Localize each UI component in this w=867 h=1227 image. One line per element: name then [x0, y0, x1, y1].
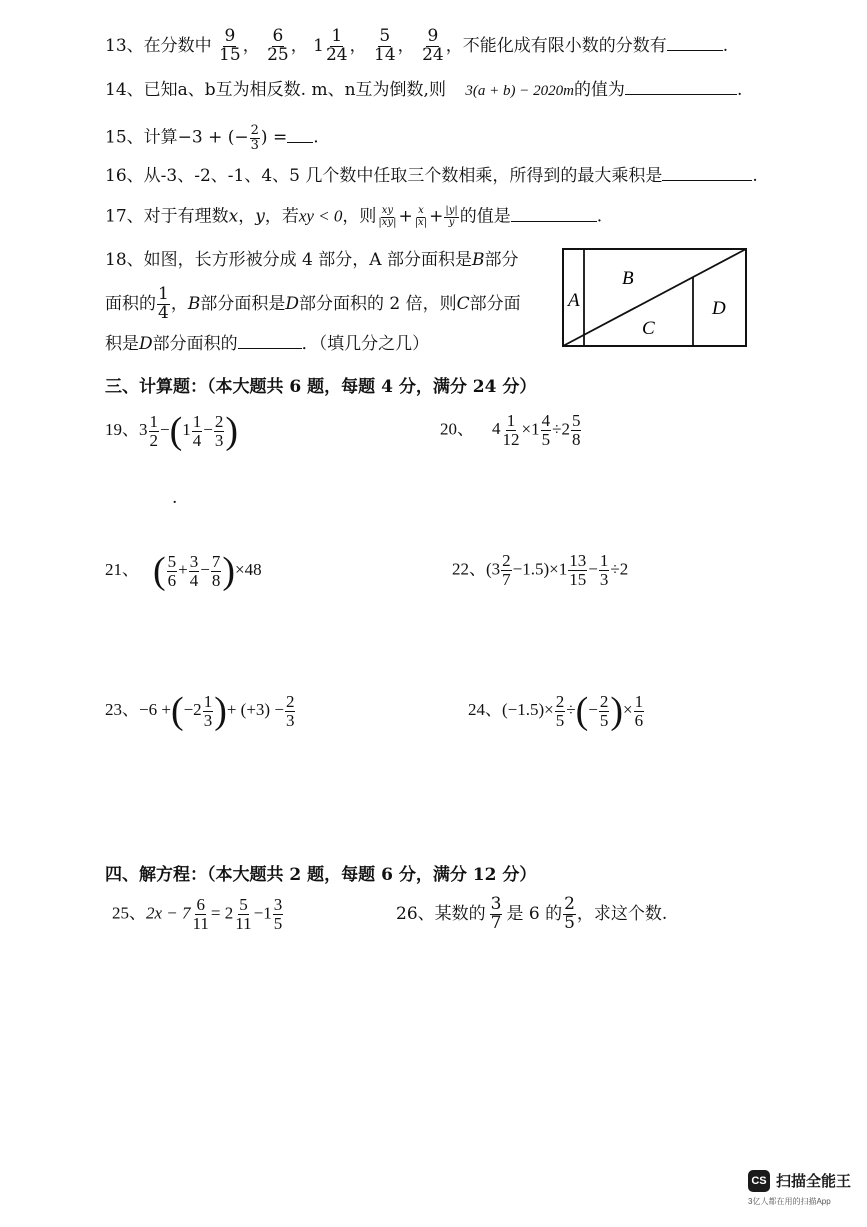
answer-blank[interactable]	[667, 50, 723, 51]
fraction: $\frac{9}{15}$	[219, 26, 241, 65]
fraction: $\frac{2}{5}$	[555, 691, 565, 730]
watermark-subtitle: 3亿人都在用的扫描App	[748, 1197, 831, 1206]
question-13: 13、在分数中 $\frac{9}{15}$ ， $\frac{6}{25}$ ， 1 $\frac{1}{24}$ ， $\frac{5}{14}$ ， $\frac{9}{24}$ ，不能化成有限小数的分数有 .	[105, 26, 729, 65]
question-26: 26、某数的 $\frac{3}{7}$ 是 6 的 $\frac{2}{5}$ ，求这个数.	[396, 894, 668, 933]
fraction: $\frac{1}{6}$	[634, 691, 644, 730]
question-18-line-1: 18、如图，长方形被分成 4 部分，A 部分面积是B部分	[105, 250, 519, 270]
fraction: $\frac{7}{8}$	[211, 551, 221, 590]
fraction: $\frac{2}{5}$	[564, 894, 575, 933]
fraction: $\frac{6}{25}$	[267, 26, 289, 65]
label-a: A	[568, 290, 580, 311]
question-21: 21、 ( $\frac{5}{6}$ + $\frac{3}{4}$ − $\frac{7}{8}$ )×48	[105, 550, 262, 592]
question-23: 23、−6 +(−2 $\frac{1}{3}$ )+ (+3) − $\frac{2}{3}$	[105, 690, 295, 732]
question-19: 19、3 $\frac{1}{2}$ −(1 $\frac{1}{4}$ − $\frac{2}{3}$ )	[105, 410, 238, 452]
fraction: $\frac{xy}{|xy|}$	[378, 205, 397, 228]
fraction: $\frac{5}{8}$	[571, 411, 581, 449]
fraction: $\frac{4}{5}$	[541, 411, 551, 449]
fraction: $\frac{2}{3}$	[285, 691, 295, 730]
question-16: 16、从-3、-2、-1、4、5 几个数中任取三个数相乘，所得到的最大乘积是 .	[105, 166, 758, 186]
fraction: $\frac{1}{2}$	[149, 411, 158, 450]
fraction: $\frac{5}{11}$	[235, 895, 252, 933]
answer-blank[interactable]	[287, 142, 313, 143]
answer-blank[interactable]	[238, 348, 302, 349]
question-22: 22、(3 $\frac{2}{7}$ −1.5)×1 $\frac{13}{15}$ − $\frac{1}{3}$ ÷2	[452, 551, 629, 589]
question-24: 24、(−1.5)× $\frac{2}{5}$ ÷(− $\frac{2}{5}$ )× $\frac{1}{6}$	[468, 690, 644, 732]
fraction: $\frac{5}{14}$	[374, 26, 396, 65]
fraction: $\frac{9}{24}$	[422, 26, 444, 65]
section-3-heading: 三、计算题：（本大题共 6 题，每题 4 分，满分 24 分）	[105, 377, 537, 397]
fraction: $\frac{x}{|x|}$	[414, 205, 428, 228]
question-15: 15、计算−3 + (− $\frac{2}{3}$ ) = .	[105, 123, 319, 153]
fraction: $\frac{|y|}{y}$	[445, 205, 458, 228]
answer-blank[interactable]	[625, 94, 737, 95]
fraction: $\frac{2}{7}$	[502, 551, 511, 589]
fraction: $\frac{1}{3}$	[203, 691, 213, 730]
camscanner-logo-icon: CS	[748, 1170, 770, 1192]
stray-dot: .	[172, 488, 178, 508]
fraction: $\frac{2}{3}$	[214, 411, 224, 450]
fraction: $\frac{3}{7}$	[490, 894, 502, 933]
question-18-line-2: 面积的 $\frac{1}{4}$ ，B部分面积是D部分面积的 2 倍，则C部分面	[105, 284, 521, 323]
watermark-title: 扫描全能王	[776, 1173, 852, 1190]
label-d: D	[712, 298, 726, 319]
question-20: 20、 4 $\frac{1}{12}$ ×1 $\frac{4}{5}$ ÷2 $\frac{5}{8}$	[440, 411, 581, 449]
fraction: $\frac{2}{3}$	[250, 123, 259, 153]
expression: 3(a + b) − 2020m	[465, 83, 574, 99]
fraction: $\frac{1}{4}$	[192, 411, 202, 450]
fraction: $\frac{1}{12}$	[502, 411, 520, 449]
fraction: $\frac{6}{11}$	[192, 895, 209, 933]
fraction: $\frac{13}{15}$	[569, 551, 587, 589]
fraction: $\frac{3}{5}$	[273, 895, 283, 933]
fraction: $\frac{2}{5}$	[599, 691, 609, 730]
fraction: $\frac{1}{24}$	[325, 26, 348, 65]
fraction: $\frac{5}{6}$	[167, 551, 177, 590]
answer-blank[interactable]	[511, 221, 597, 222]
label-c: C	[642, 318, 655, 339]
answer-blank[interactable]	[662, 180, 752, 181]
label-b: B	[622, 268, 634, 289]
question-17: 17、对于有理数x，y，若xy < 0，则 $\frac{xy}{|xy|}$ + $\frac{x}{|x|}$ + $\frac{|y|}{y}$ 的值是 .	[105, 205, 603, 228]
question-14: 14、已知a、b互为相反数. m、n互为倒数,则 3(a + b) − 2020m的值为 .	[105, 80, 743, 100]
rectangle-diagram	[560, 246, 750, 350]
fraction: $\frac{1}{4}$	[158, 284, 169, 323]
fraction: $\frac{3}{4}$	[189, 551, 199, 590]
question-25: 25、2x − 7 $\frac{6}{11}$ = 2 $\frac{5}{11}$ −1 $\frac{3}{5}$	[112, 895, 283, 933]
fraction: $\frac{1}{3}$	[599, 551, 609, 589]
question-18-line-3: 积是D部分面积的 ．（填几分之几）	[105, 334, 430, 354]
section-4-heading: 四、解方程：（本大题共 2 题，每题 6 分，满分 12 分）	[105, 865, 537, 885]
